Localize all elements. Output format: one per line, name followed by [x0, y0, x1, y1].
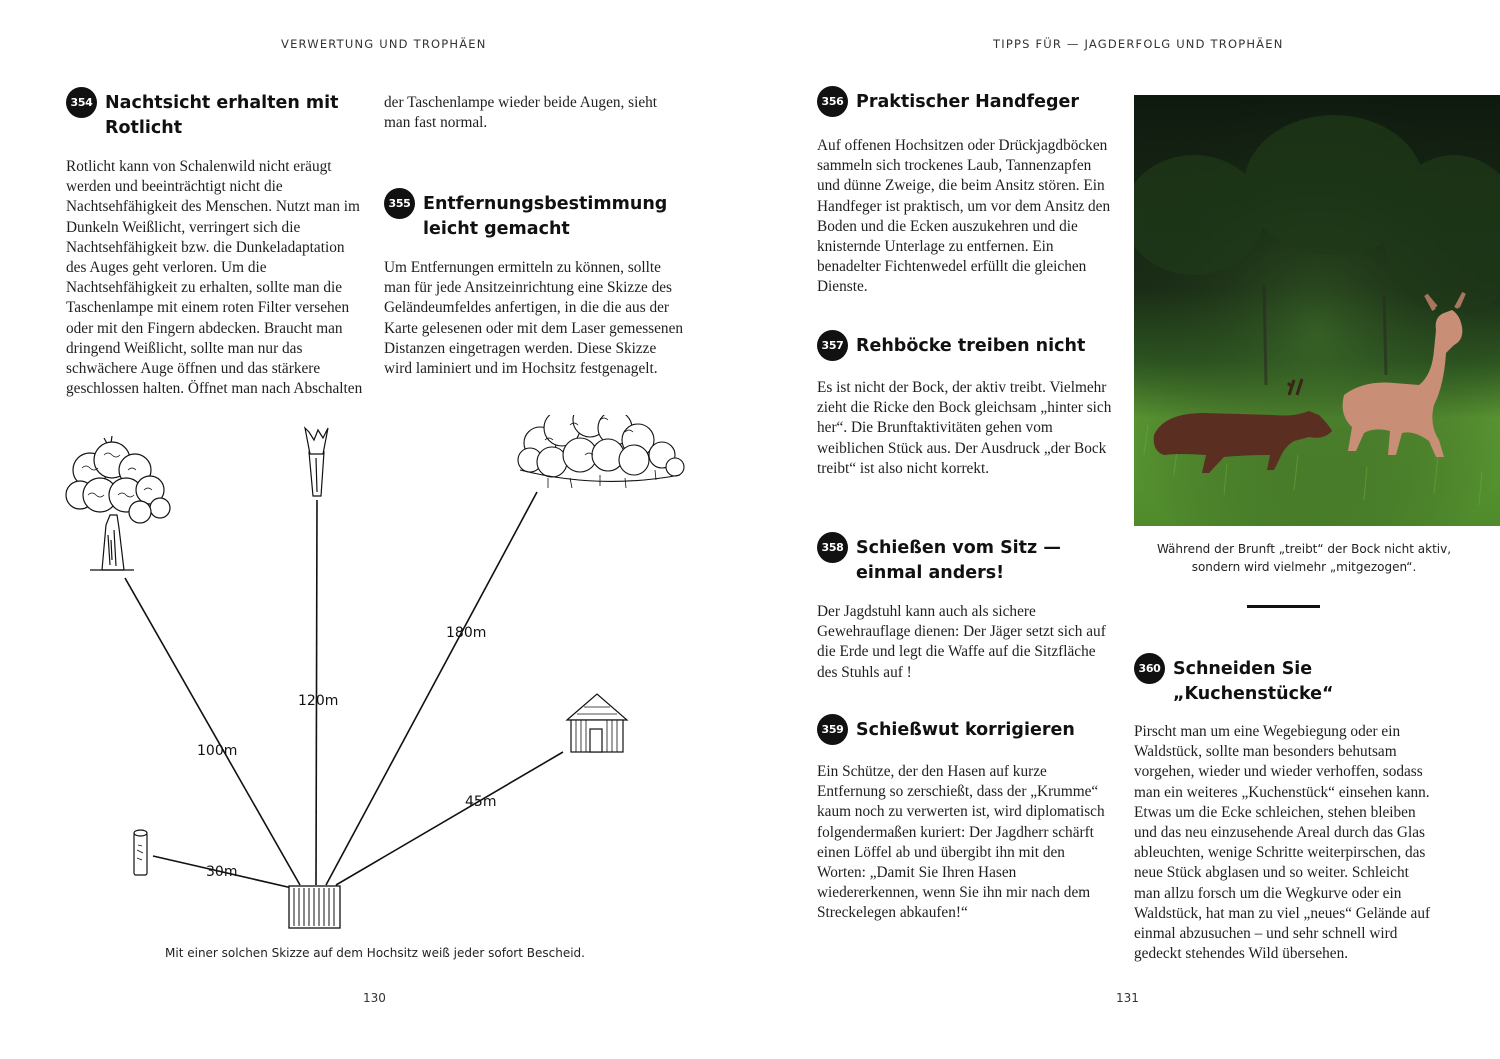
tip-number-badge: 355 [384, 188, 415, 219]
tip-359 [817, 718, 1117, 924]
tip-359-title: Schießwut korrigieren [856, 720, 1075, 740]
tip-357-header [817, 334, 1117, 361]
pole-icon [305, 428, 328, 496]
distance-sketch [55, 415, 715, 935]
tip-360-title: Schneiden Sie „Kuchenstücke“ [1173, 659, 1334, 704]
distance-label-100m: 100m [197, 743, 238, 759]
tip-354-body-continued: der Taschenlampe wieder beide Augen, sieht man fast normal. [384, 94, 658, 132]
tip-355-body: Um Entfernungen ermitteln zu können, sollte man für jede Ansitzeinrichtung eine Skizze des Geländeumfeldes anfertigen, in die die aus der Karte gelesenen oder mit dem Laser gemessenen Distanzen eingetragen werden. Diese Skizze wird laminiert und im Hochsitz festgenagelt. [384, 259, 684, 378]
tip-359-body: Ein Schütze, der den Hasen auf kurze Entfernung so zerschießt, dass der „Krumme“ kaum noch zu verwerten ist, wird diplomatisch folgendermaßen kuriert: Der Jagdherr schärft einen Löffel ab und übergibt ihn mit den Worten: „Damit Sie Ihren Hasen wiedererkennen, wenn Sie ihn mir nach dem Streckelegen abkaufen!“ [817, 763, 1105, 922]
tip-358-body: Der Jagdstuhl kann auch als sichere Gewehrauflage dienen: Der Jäger setzt sich auf die Erde und legt die Waffe auf die Sitzfläche des Stuhls auf ! [817, 603, 1106, 681]
photo-caption: Während der Brunft „treibt“ der Bock nicht aktiv, sondern wird vielmehr „mitgezogen“. [1156, 542, 1452, 574]
tree-icon [66, 436, 170, 570]
tip-354-body: Rotlicht kann von Schalenwild nicht eräugt werden und beeinträchtigt nicht die Nachtsehfähigkeit des Menschen. Nutzt man im Dunkeln Weißlicht, verringert sich die Nachtsehfähigkeit bzw. die Dunkeladaptation des Auges geht verloren. Um die Nachtsehfähigkeit zu erhalten, sollte man die Taschenlampe mit einem roten Filter versehen oder mit den Fingern abdecken. Braucht man dringend Weißlicht, sollte man nur das schwächere Auge öffnen und das stärkere geschlossen halten. Öffnet man nach Abschalten [66, 158, 363, 398]
tip-358-header [817, 536, 1117, 586]
tip-360 [1134, 657, 1454, 964]
tip-357-title: Rehböcke treiben nicht [856, 336, 1086, 356]
tip-358-title: Schießen vom Sitz — einmal anders! [856, 538, 1061, 583]
tip-356-body: Auf offenen Hochsitzen oder Drückjagdböcken sammeln sich trockenes Laub, Tannenzapfen und dünne Zweige, die beim Ansitz stören. Ein Handfeger ist praktisch, um vor dem Ansitz den Boden und die Ecken auszukehren und die knisternde Unterlage zu entfernen. Ein benadelter Fichtenwedel erfüllt die gleichen Dienste. [817, 137, 1111, 296]
tip-number-badge: 356 [817, 86, 848, 117]
tip-356-header [817, 90, 1117, 117]
deer-photo [1134, 95, 1500, 526]
tip-354-header [66, 91, 366, 141]
tip-355-header [384, 192, 684, 242]
running-head-right: TIPPS FÜR — JAGDERFOLG UND TROPHÄEN [993, 37, 1284, 51]
distance-label-30m: 30m [206, 864, 238, 880]
tip-355 [384, 192, 684, 379]
hut-icon [567, 694, 627, 752]
tip-355-title: Entfernungsbestimmung leicht gemacht [423, 194, 668, 239]
page-number-right: 131 [1116, 991, 1139, 1005]
tip-number-badge: 359 [817, 714, 848, 745]
tip-354 [66, 91, 366, 399]
forest-icon [518, 415, 684, 488]
tip-354-title: Nachtsicht erhalten mit Rotlicht [105, 93, 339, 138]
distance-label-180m: 180m [446, 625, 487, 641]
right-page [750, 0, 1500, 1059]
caption-rule [1247, 605, 1320, 608]
page-number-left: 130 [363, 991, 386, 1005]
distance-label-45m: 45m [465, 794, 497, 810]
tip-number-badge: 357 [817, 330, 848, 361]
running-head-left: VERWERTUNG UND TROPHÄEN [281, 37, 487, 51]
tip-356-title: Praktischer Handfeger [856, 92, 1080, 112]
tip-360-body: Pirscht man um eine Wegebiegung oder ein Waldstück, sollte man besonders behutsam vorgehen, wieder und wieder verhoffen, sodass man ein weiteres „Kuchenstück“ einsehen kann. Etwas um die Ecke schleichen, stehen bleiben und das neu einzusehende Areal durch das Glas ableuchten, wenige Schritte weiterpirschen, das neue Stück abglasen und so weiter. Schleicht man allzu forsch um die Wegkurve oder ein Waldstück, hat man zu viel „neues“ Gelände auf einmal abzusuchen – und sehr schnell wird gedeckt stehendes Wild übersehen. [1134, 723, 1431, 963]
tip-number-badge: 360 [1134, 653, 1165, 684]
tip-359-header [817, 718, 1117, 745]
tip-357 [817, 334, 1117, 479]
tip-354-continued [384, 93, 684, 133]
tip-360-header [1134, 657, 1454, 707]
tip-number-badge: 358 [817, 532, 848, 563]
distance-label-120m: 120m [298, 693, 339, 709]
tip-358 [817, 536, 1117, 683]
tip-357-body: Es ist nicht der Bock, der aktiv treibt. Vielmehr zieht die Ricke den Bock gleichsam „hinter sich her“. Die Brunftaktivitäten gehen vom weiblichen Stück aus. Der Ausdruck „der Bock treibt“ ist also nicht korrekt. [817, 379, 1112, 477]
tip-number-badge: 354 [66, 87, 97, 118]
post-icon [134, 830, 147, 875]
sketch-lines [125, 492, 563, 888]
tip-356 [817, 90, 1117, 298]
sketch-caption: Mit einer solchen Skizze auf dem Hochsitz weiß jeder sofort Bescheid. [165, 946, 585, 960]
hochsitz-icon [289, 886, 340, 928]
